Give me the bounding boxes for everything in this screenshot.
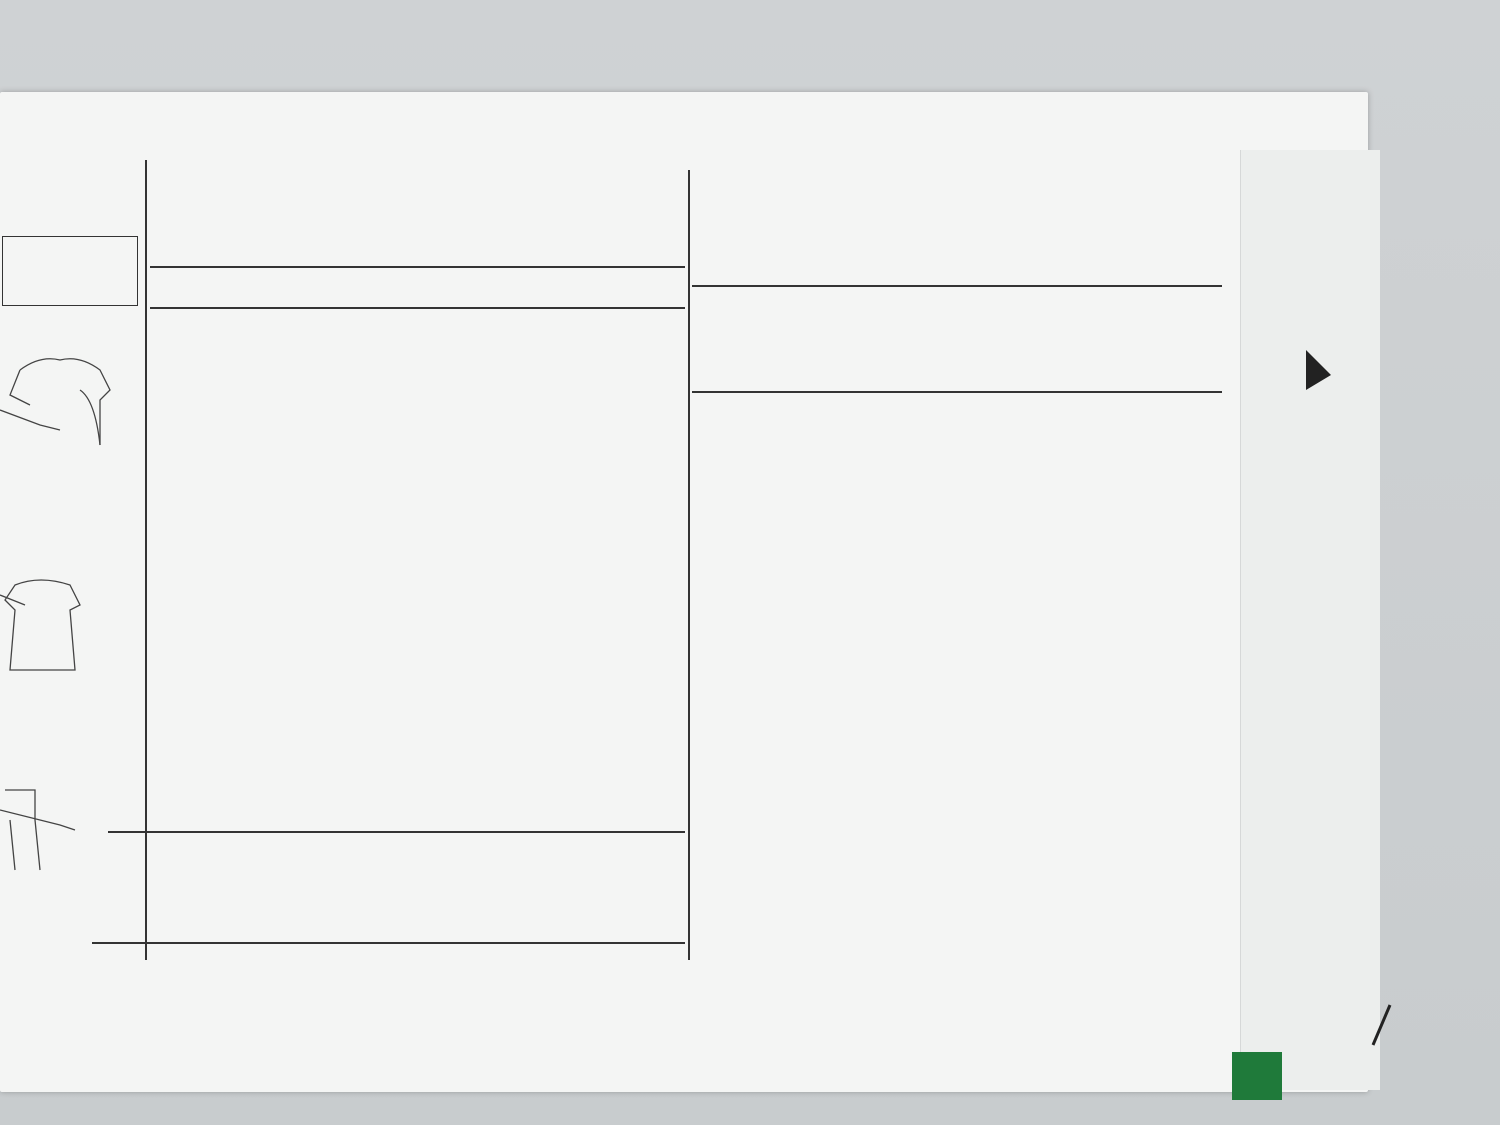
arrow-marker-icon [1296, 345, 1336, 395]
green-tab [1232, 1052, 1282, 1100]
envelope-flap [1240, 150, 1380, 1090]
scissor-mark-icon [1368, 1000, 1398, 1050]
